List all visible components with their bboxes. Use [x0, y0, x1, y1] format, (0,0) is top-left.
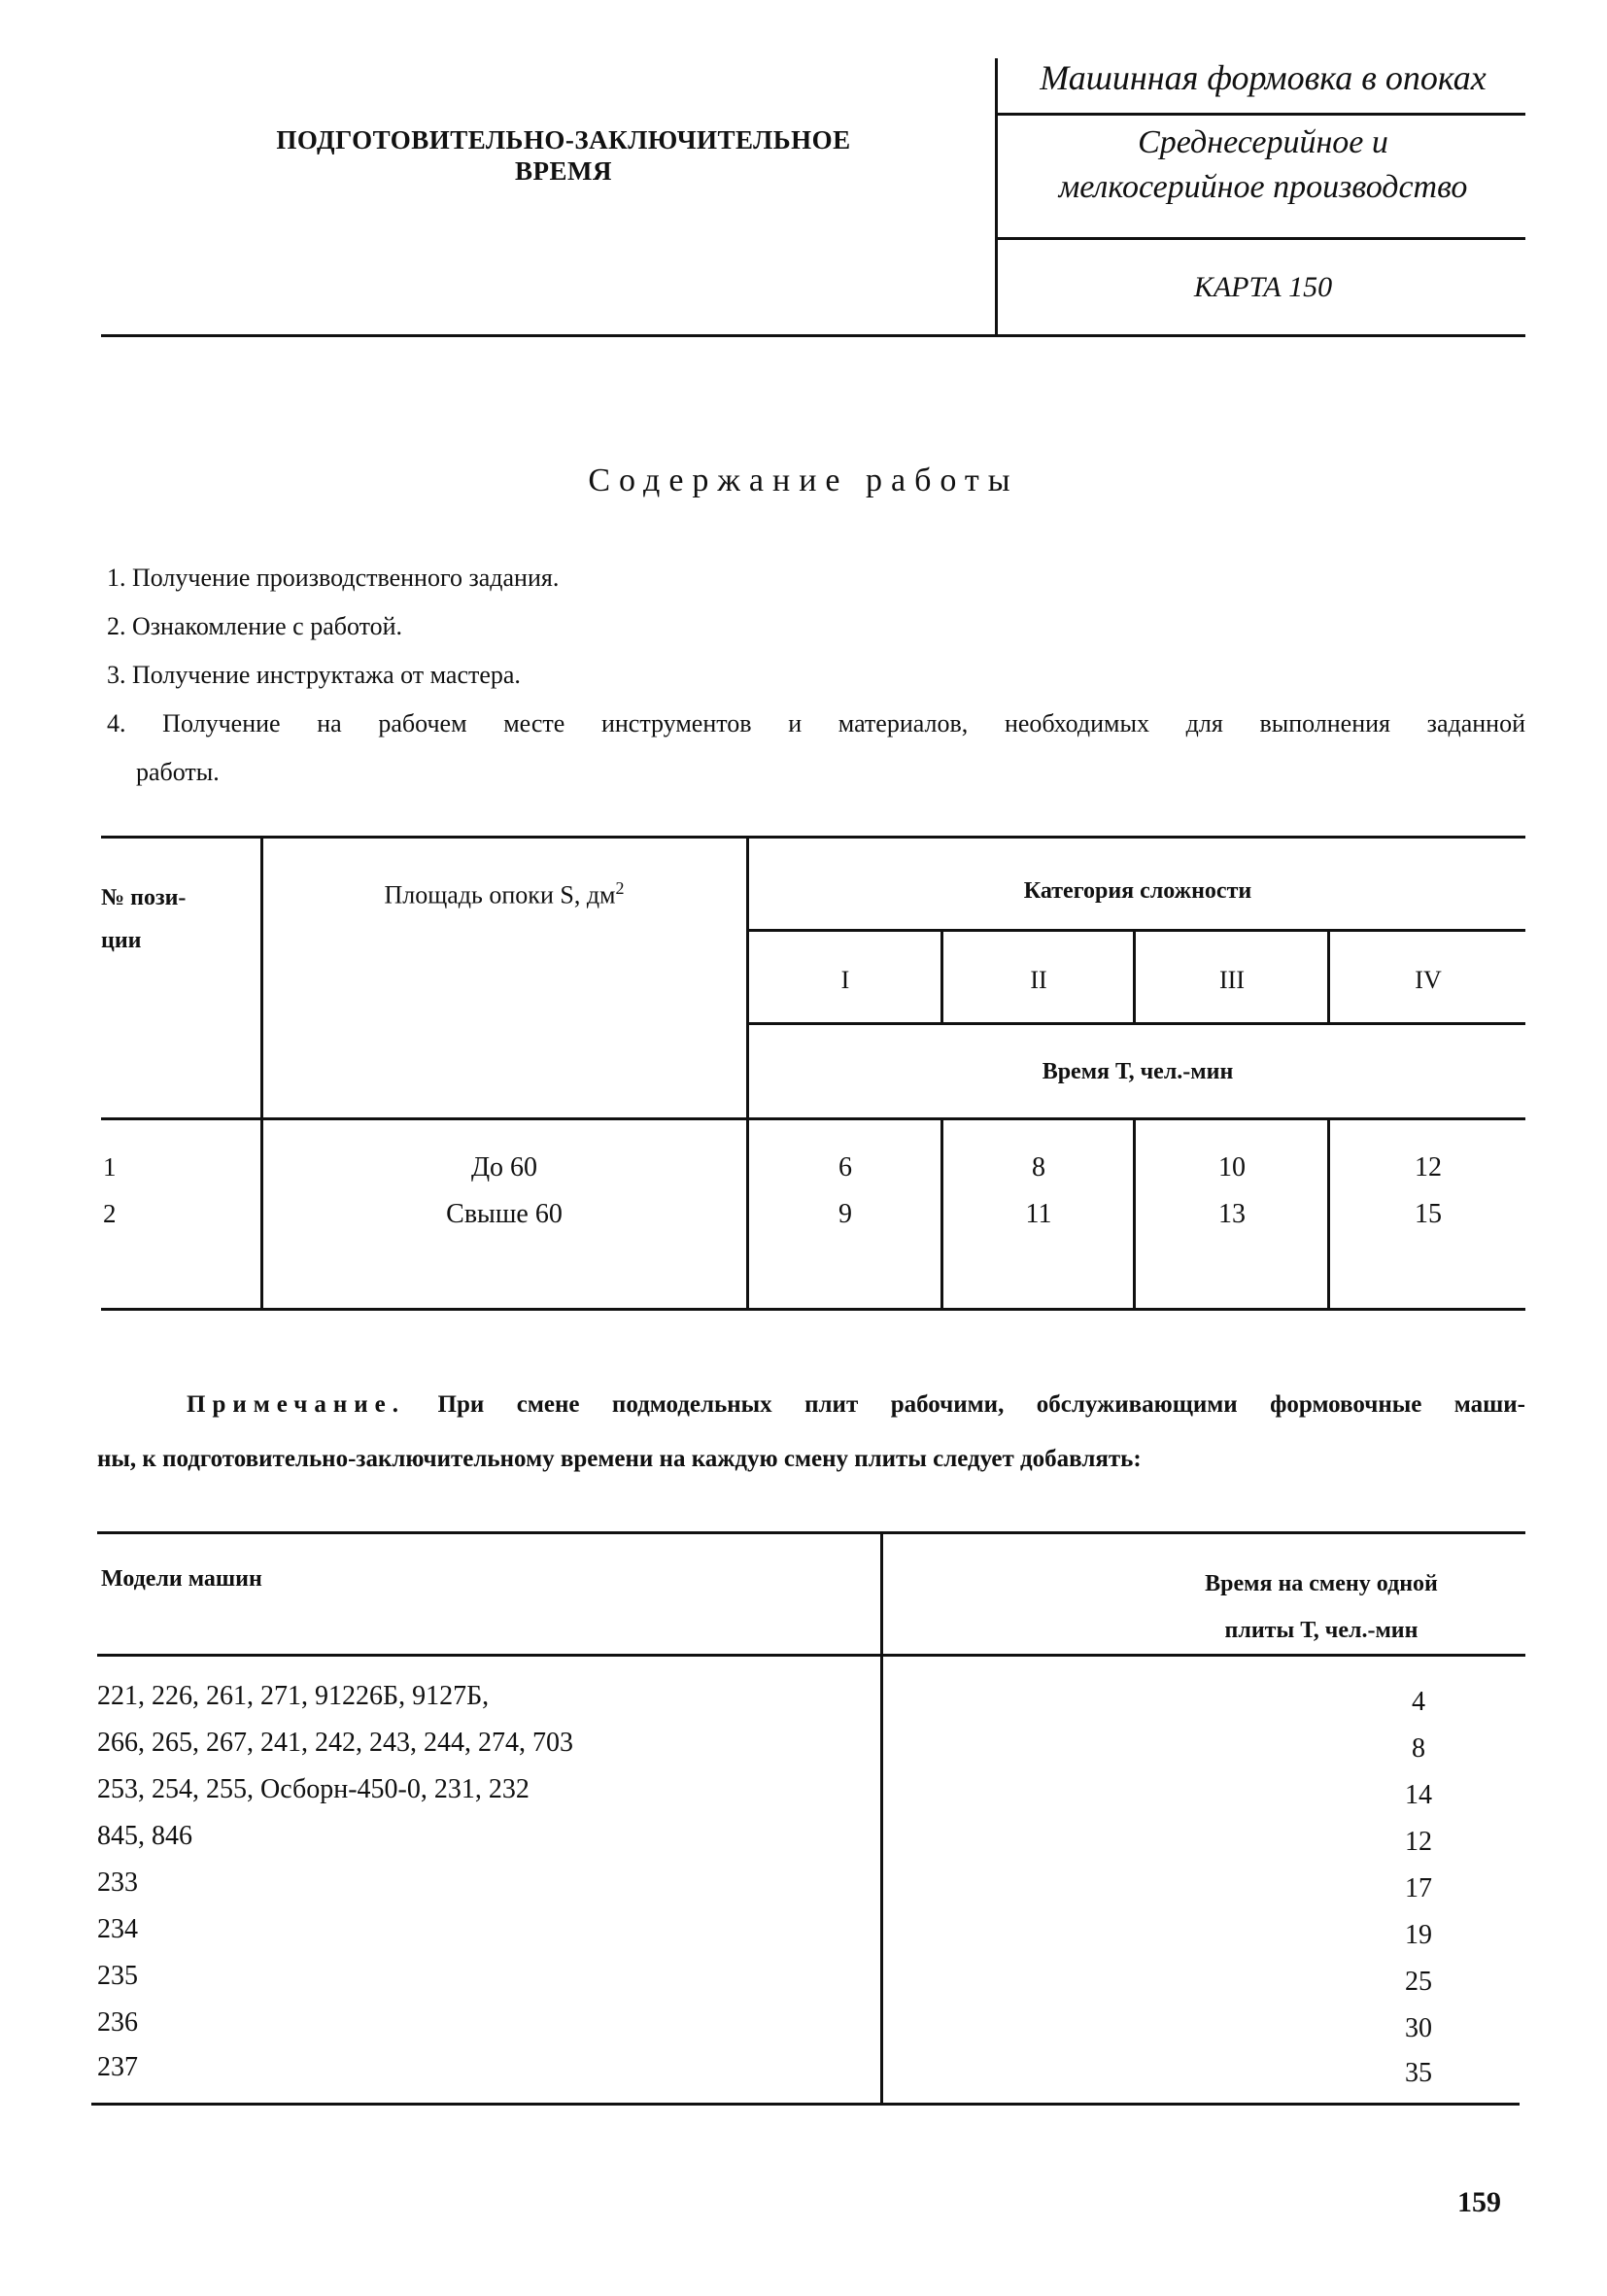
t2-row3-models: 253, 254, 255, Осборн-450-0, 231, 232 — [97, 1774, 530, 1804]
t1-col-rule-3b — [940, 1117, 943, 1308]
t2-row7-time: 25 — [1405, 1967, 1432, 1997]
t1-header-area — [264, 878, 744, 910]
table-row — [97, 1860, 1516, 1906]
t2-row6-time: 19 — [1405, 1920, 1432, 1950]
t2-row9-models: 237 — [97, 2052, 138, 2082]
t1-bottom-rule — [101, 1308, 1525, 1311]
t1-header-position-line1: № пози- — [101, 885, 187, 910]
note-line-1 — [97, 1378, 1525, 1432]
t2-top-rule — [97, 1531, 1525, 1534]
table-row — [97, 1720, 1516, 1766]
table-row — [97, 2000, 1516, 2046]
t1-col-rule-4b — [1133, 1117, 1136, 1308]
t2-row7-models: 235 — [97, 1961, 138, 1991]
header-rule-2 — [995, 237, 1525, 240]
header-production-type — [1001, 120, 1525, 210]
t1-header-time: Время Т, чел.-мин — [1042, 1059, 1234, 1084]
t2-row6-models: 234 — [97, 1914, 138, 1944]
header-process-name: Машинная формовка в опоках — [1040, 58, 1487, 97]
t1-header-position-line2: ции — [101, 928, 142, 953]
header-card-number: КАРТА 150 — [1193, 271, 1333, 303]
header-production-line2: мелкосерийное производство — [1058, 169, 1468, 205]
work-item-2: 2. Ознакомление с работой. — [107, 612, 403, 640]
t2-header-time-line1: Время на смену одной — [1205, 1571, 1438, 1596]
t1-row1-val-IV: 12 — [1415, 1152, 1442, 1182]
t1-row1-val-III: 10 — [1218, 1152, 1246, 1182]
header-production-line1: Среднесерийное и — [1138, 124, 1388, 160]
t2-row9-time: 35 — [1405, 2058, 1432, 2088]
t1-row1-val-II: 8 — [1032, 1152, 1045, 1182]
t1-col-rule-5 — [1327, 929, 1330, 1022]
table-row — [97, 1906, 1516, 1953]
t1-row1-pos: 1 — [103, 1152, 117, 1182]
t1-top-rule — [101, 836, 1525, 839]
t1-header-bottom-rule — [101, 1117, 1525, 1120]
t1-category-II: II — [1030, 966, 1047, 994]
t1-col-rule-5b — [1327, 1117, 1330, 1308]
work-item-4-continuation: работы. — [136, 758, 220, 786]
t1-row2-val-I: 9 — [838, 1199, 852, 1229]
t2-row1-models: 221, 226, 261, 271, 91226Б, 9127Б, — [97, 1681, 490, 1711]
work-item-4: 4. Получение на рабочем месте инструментов и материалов, необходимых для выполнения заданной — [107, 709, 1525, 737]
t1-category-III: III — [1219, 966, 1245, 994]
note-text-line1: При смене подмодельных плит рабочими, обслуживающими формовочные маши- — [437, 1391, 1526, 1418]
t2-row4-time: 12 — [1405, 1827, 1432, 1857]
t1-header-area-sup: 2 — [615, 878, 625, 898]
t1-category-rule — [746, 929, 1525, 932]
header-title-line1: ПОДГОТОВИТЕЛЬНО-ЗАКЛЮЧИТЕЛЬНОЕ — [276, 125, 851, 154]
note-text-line2: ны, к подготовительно-заключительному времени на каждую смену плиты следует добавлять: — [97, 1446, 1142, 1472]
header-rule-1 — [995, 113, 1525, 116]
work-item-4-cont — [107, 748, 1525, 797]
note-paragraph — [97, 1378, 1525, 1487]
header-title-line2: ВРЕМЯ — [515, 156, 612, 186]
t1-header-category: Категория сложности — [1023, 878, 1252, 904]
work-item-1: 1. Получение производственного задания. — [107, 564, 560, 592]
t1-category-I: I — [840, 966, 850, 994]
t1-header-position — [101, 876, 256, 962]
t2-row2-time: 8 — [1412, 1733, 1425, 1764]
t2-row1-time: 4 — [1412, 1687, 1425, 1717]
table-row — [97, 2044, 1516, 2091]
t2-header-time — [1117, 1560, 1525, 1654]
table-row — [97, 1673, 1516, 1720]
t2-header-models: Модели машин — [101, 1566, 262, 1592]
t2-row8-time: 30 — [1405, 2013, 1432, 2043]
header-left-title — [175, 124, 952, 187]
t1-row2-area: Свыше 60 — [446, 1199, 563, 1229]
t1-col-rule-2 — [746, 836, 749, 1308]
t1-row2-val-III: 13 — [1218, 1199, 1246, 1229]
t1-roman-rule — [746, 1022, 1525, 1025]
t2-header-time-line2: плиты Т, чел.-мин — [1224, 1618, 1419, 1643]
t1-row2-val-IV: 15 — [1415, 1199, 1442, 1229]
t1-row1-area: До 60 — [470, 1152, 538, 1182]
table-row — [97, 1953, 1516, 2000]
table-row — [97, 1813, 1516, 1860]
t1-category-IV: IV — [1415, 966, 1442, 994]
t2-row5-models: 233 — [97, 1868, 138, 1898]
work-content-list — [107, 554, 1525, 797]
t2-row8-models: 236 — [97, 2007, 138, 2038]
t1-header-area-label: Площадь опоки S, дм — [384, 880, 616, 909]
page-number: 159 — [1457, 2186, 1501, 2218]
t2-row2-models: 266, 265, 267, 241, 242, 243, 244, 274, 703 — [97, 1728, 573, 1758]
header-divider — [995, 58, 998, 334]
t2-row4-models: 845, 846 — [97, 1821, 192, 1851]
t1-col-rule-3 — [940, 929, 943, 1022]
t2-row3-time: 14 — [1405, 1780, 1432, 1810]
t2-bottom-rule — [91, 2103, 1520, 2106]
note-label: Примечание. — [187, 1391, 406, 1418]
t1-row1-val-I: 6 — [838, 1152, 852, 1182]
t1-row2-pos: 2 — [103, 1199, 117, 1228]
header-bottom-rule — [101, 334, 1525, 337]
t1-col-rule-4 — [1133, 929, 1136, 1022]
work-item-3: 3. Получение инструктажа от мастера. — [107, 661, 521, 689]
t2-header-bottom-rule — [97, 1654, 1525, 1657]
t1-col-rule-1 — [260, 836, 263, 1308]
t2-row5-time: 17 — [1405, 1873, 1432, 1903]
table-row — [97, 1766, 1516, 1813]
work-content-title: Содержание работы — [588, 463, 1019, 498]
t1-row2-val-II: 11 — [1025, 1199, 1052, 1229]
